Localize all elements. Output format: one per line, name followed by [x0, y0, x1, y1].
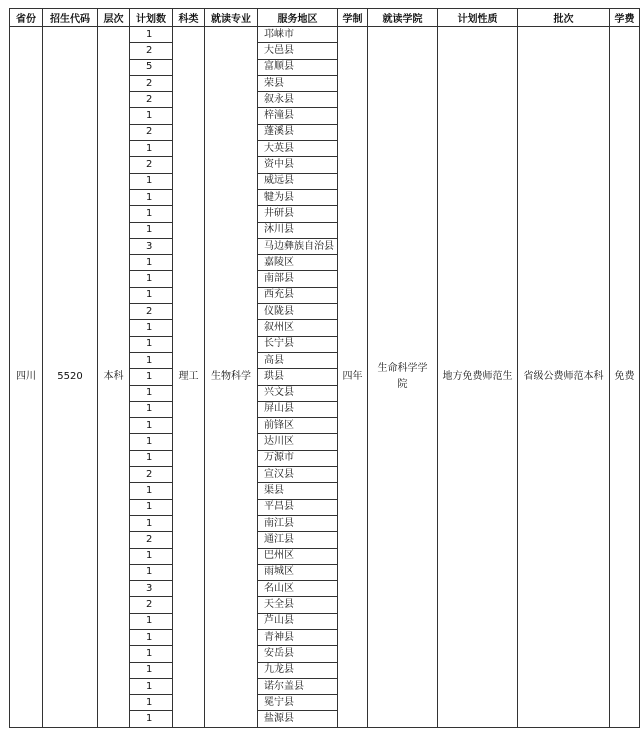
admission-code-cell: 5520 — [43, 27, 98, 728]
service-region-cell: 安岳县 — [258, 646, 338, 662]
plan-count-cell: 1 — [130, 189, 173, 205]
plan-count-cell: 2 — [130, 467, 173, 483]
table-body — [10, 27, 640, 728]
service-region-cell: 宣汉县 — [258, 467, 338, 483]
plan-count-cell: 1 — [130, 385, 173, 401]
service-region-cell: 天全县 — [258, 597, 338, 613]
service-region-cell: 资中县 — [258, 157, 338, 173]
service-region-cell: 青神县 — [258, 629, 338, 645]
service-region-cell: 长宁县 — [258, 336, 338, 352]
service-region-cell: 马边彝族自治县 — [258, 238, 338, 254]
service-region-cell: 高县 — [258, 352, 338, 368]
plan-count-cell: 3 — [130, 581, 173, 597]
plan-count-cell: 1 — [130, 515, 173, 531]
table-header — [10, 9, 640, 27]
column-header: 计划数 — [130, 9, 173, 27]
column-header: 就读学院 — [368, 9, 438, 27]
plan-count-cell: 1 — [130, 418, 173, 434]
tuition-cell: 免费 — [610, 27, 640, 728]
plan-count-cell: 1 — [130, 287, 173, 303]
service-region-cell: 达川区 — [258, 434, 338, 450]
plan-count-cell: 1 — [130, 206, 173, 222]
column-header: 招生代码 — [43, 9, 98, 27]
plan-count-cell: 1 — [130, 320, 173, 336]
plan-count-cell: 1 — [130, 695, 173, 711]
column-header: 就读专业 — [205, 9, 258, 27]
service-region-cell: 南江县 — [258, 515, 338, 531]
service-region-cell: 芦山县 — [258, 613, 338, 629]
admission-plan-table — [9, 8, 640, 728]
service-region-cell: 珙县 — [258, 369, 338, 385]
plan-count-cell: 1 — [130, 662, 173, 678]
level-cell: 本科 — [98, 27, 130, 728]
column-header: 学制 — [338, 9, 368, 27]
column-header: 批次 — [518, 9, 610, 27]
service-region-cell: 诺尔盖县 — [258, 678, 338, 694]
plan-count-cell: 1 — [130, 336, 173, 352]
plan-count-cell: 1 — [130, 369, 173, 385]
header-row — [10, 9, 640, 27]
service-region-cell: 荣县 — [258, 75, 338, 91]
column-header: 服务地区 — [258, 9, 338, 27]
service-region-cell: 兴文县 — [258, 385, 338, 401]
service-region-cell: 富顺县 — [258, 59, 338, 75]
plan-count-cell: 2 — [130, 532, 173, 548]
service-region-cell: 巴州区 — [258, 548, 338, 564]
category-cell: 理工 — [173, 27, 205, 728]
column-header: 层次 — [98, 9, 130, 27]
service-region-cell: 嘉陵区 — [258, 255, 338, 271]
service-region-cell: 仪陇县 — [258, 304, 338, 320]
plan-count-cell: 1 — [130, 499, 173, 515]
plan-count-cell: 2 — [130, 43, 173, 59]
column-header: 学费 — [610, 9, 640, 27]
service-region-cell: 雨城区 — [258, 564, 338, 580]
column-header: 计划性质 — [438, 9, 518, 27]
plan-count-cell: 2 — [130, 124, 173, 140]
service-region-cell: 叙永县 — [258, 92, 338, 108]
college-cell: 生命科学学院 — [368, 27, 438, 728]
plan-count-cell: 1 — [130, 108, 173, 124]
column-header: 科类 — [173, 9, 205, 27]
service-region-cell: 井研县 — [258, 206, 338, 222]
service-region-cell: 叙州区 — [258, 320, 338, 336]
service-region-cell: 犍为县 — [258, 189, 338, 205]
plan-count-cell: 1 — [130, 434, 173, 450]
service-region-cell: 大邑县 — [258, 43, 338, 59]
plan-count-cell: 1 — [130, 646, 173, 662]
plan-count-cell: 5 — [130, 59, 173, 75]
service-region-cell: 南部县 — [258, 271, 338, 287]
duration-cell: 四年 — [338, 27, 368, 728]
plan-count-cell: 1 — [130, 548, 173, 564]
plan-count-cell: 2 — [130, 92, 173, 108]
service-region-cell: 梓潼县 — [258, 108, 338, 124]
service-region-cell: 前锋区 — [258, 418, 338, 434]
plan-count-cell: 1 — [130, 629, 173, 645]
service-region-cell: 威远县 — [258, 173, 338, 189]
plan-count-cell: 1 — [130, 483, 173, 499]
plan-count-cell: 1 — [130, 564, 173, 580]
plan-count-cell: 1 — [130, 352, 173, 368]
service-region-cell: 屏山县 — [258, 401, 338, 417]
plan-nature-cell: 地方免费师范生 — [438, 27, 518, 728]
province-cell: 四川 — [10, 27, 43, 728]
plan-count-cell: 2 — [130, 157, 173, 173]
plan-count-cell: 1 — [130, 450, 173, 466]
service-region-cell: 盐源县 — [258, 711, 338, 727]
plan-count-cell: 1 — [130, 141, 173, 157]
service-region-cell: 万源市 — [258, 450, 338, 466]
service-region-cell: 大英县 — [258, 141, 338, 157]
plan-count-cell: 1 — [130, 711, 173, 727]
plan-count-cell: 2 — [130, 75, 173, 91]
plan-count-cell: 1 — [130, 271, 173, 287]
batch-cell: 省级公费师范本科 — [518, 27, 610, 728]
plan-count-cell: 1 — [130, 678, 173, 694]
plan-count-cell: 1 — [130, 255, 173, 271]
plan-count-cell: 1 — [130, 401, 173, 417]
plan-count-cell: 3 — [130, 238, 173, 254]
service-region-cell: 平昌县 — [258, 499, 338, 515]
column-header: 省份 — [10, 9, 43, 27]
table-row — [10, 27, 640, 43]
service-region-cell: 名山区 — [258, 581, 338, 597]
service-region-cell: 九龙县 — [258, 662, 338, 678]
plan-count-cell: 1 — [130, 173, 173, 189]
plan-count-cell: 2 — [130, 597, 173, 613]
service-region-cell: 渠县 — [258, 483, 338, 499]
major-cell: 生物科学 — [205, 27, 258, 728]
service-region-cell: 西充县 — [258, 287, 338, 303]
service-region-cell: 蓬溪县 — [258, 124, 338, 140]
service-region-cell: 通江县 — [258, 532, 338, 548]
plan-count-cell: 1 — [130, 222, 173, 238]
service-region-cell: 沐川县 — [258, 222, 338, 238]
service-region-cell: 冕宁县 — [258, 695, 338, 711]
plan-count-cell: 1 — [130, 27, 173, 43]
plan-count-cell: 2 — [130, 304, 173, 320]
plan-count-cell: 1 — [130, 613, 173, 629]
service-region-cell: 邛崃市 — [258, 27, 338, 43]
